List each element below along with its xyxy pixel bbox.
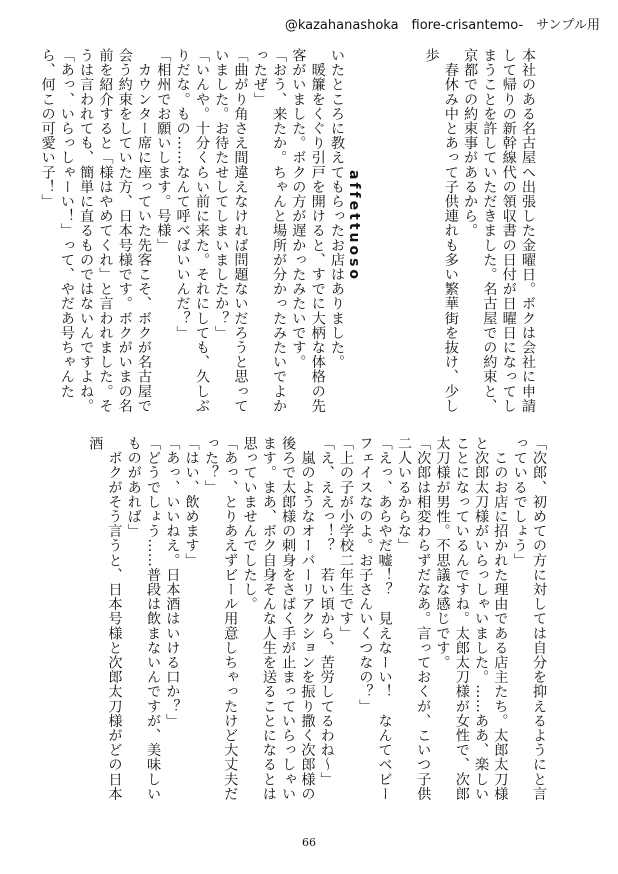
text-column-bottom: 「次郎、初めての方に対しては自分を抑えるようにと言っているでしょう」 このお店に招かれた理由である店主たち。太郎太刀様と次郎太刀様がいらっしゃいました。……ああ、楽しいことになっているんですね。太郎太刀様が女性で、次郎太刀様が男性。不思議な感じです。 「次郎は相変わらずだなあ。言っておくが、こいつ子供二人いるからな」 「えっ、あらやだ嘘！？ 見えなーい！ なんてベビーフェイスなのよ。お子さんいくつなの？」 「上の子が小学校二年生です」 「え、ええっ！？ 若い頃から、苦労してるわね～」 嵐のようなオーバーリアクションを振り撒く次郎様の後ろで太郎様の刺身をさばく手が止まっていらっしゃいます。まあ、ボク自身そんな人生を送ることになるとは思っていませんでしたし。 「あっ、とりあえずビール用意しちゃったけど大丈夫だった？」 「はい、飲めます」 「あっ、いいねえ。日本酒はいける口か？」 「どうでしょう……普段は飲まないんですが、美味しいものがあれば」 ボクがそう言うと、日本号様と次郎太刀様がどの日本酒 xyxy=(87,436,547,801)
story-title: affettuoso xyxy=(346,170,362,283)
text-column-top-right: 本社のある名古屋へ出張した金曜日。ボクは会社に申請して帰りの新幹線代の領収書の日付が日曜日になってしまうことを許していただきました。名古屋での約束と、京都での約束事があるから。 春休み中とあって子供連れも多い繁華街を抜け、少し歩 xyxy=(423,48,536,413)
page-number: 66 xyxy=(302,836,316,849)
text-column-top-left: いたところに教えてもらったお店はありました。 暖簾をくぐり引戸を開けると、すでに大柄な体格の先客がいました。ボクの方が遅かったみたいです。 「おう、来たか。ちゃんと場所が分かったみたいでよかったぜ」 「曲がり角さえ間違えなければ問題ないだろうと思っていました。お待たせしてしまいましたか？」 「いんや。十分くらい前に来た。それにしても、久しぶりだな。もの……なんて呼べばいいんだ？」 「相州でお願いします。号様」 カウンター席に座っていた先客こそ、ボクが名古屋で会う約束をしていた方、日本号様です。ボクがいまの名前を紹介すると「様はやめてくれ」と言われました。そうは言われても、簡単に直るものではないんですよね。 「あっ、いらっしゃーい！」って、やだあ号ちゃんたら、何この可愛い子！」 xyxy=(39,48,345,413)
watermark-header: @kazahanashoka fiore-crisantemo- サンプル用 xyxy=(284,18,600,33)
